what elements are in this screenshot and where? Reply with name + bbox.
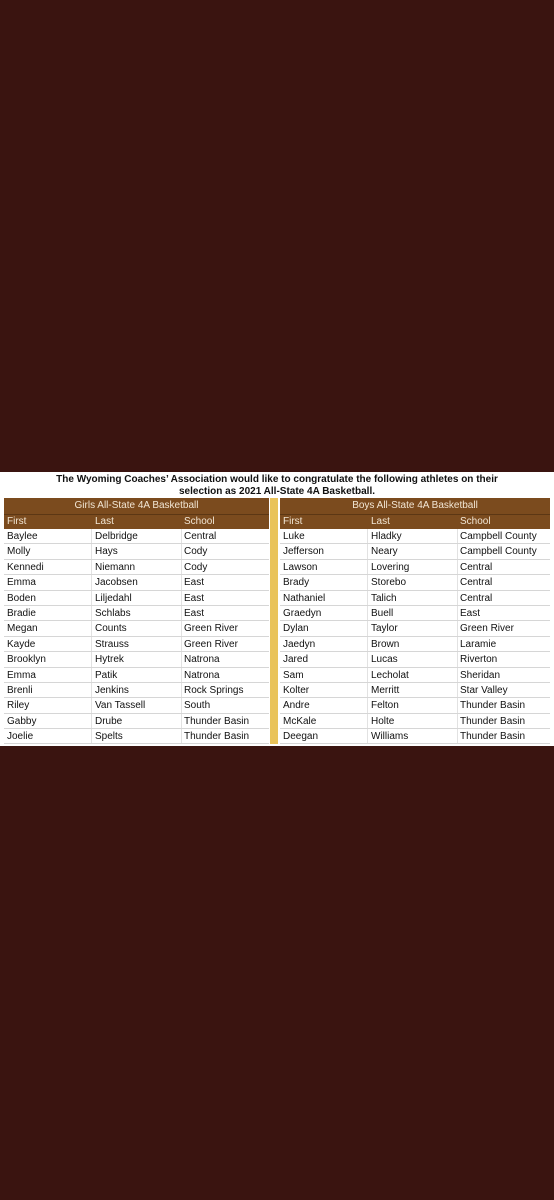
first-name-cell: Nathaniel [280, 591, 368, 605]
boys-header-school: School [460, 516, 491, 527]
first-name-cell: Brady [280, 575, 368, 589]
last-name-cell: Strauss [92, 637, 182, 651]
first-name-cell: Megan [4, 621, 92, 635]
school-cell: Thunder Basin [184, 731, 250, 743]
school-cell: Thunder Basin [460, 700, 526, 712]
last-name-cell: Liljedahl [92, 591, 182, 605]
first-name-cell: Emma [4, 668, 92, 682]
table-row [280, 714, 550, 729]
table-row [4, 637, 269, 652]
first-name-cell: Kayde [4, 637, 92, 651]
girls-header-school: School [184, 516, 215, 527]
table-row [4, 591, 269, 606]
gold-divider [270, 498, 278, 744]
table-row [4, 652, 269, 667]
last-name-cell: Hladky [368, 529, 458, 543]
last-name-cell: Hytrek [92, 652, 182, 666]
last-name-cell: Jacobsen [92, 575, 182, 589]
heading-line-2: selection as 2021 All-State 4A Basketball. [178, 486, 375, 497]
school-cell: South [184, 700, 211, 712]
first-name-cell: McKale [280, 714, 368, 728]
table-row [280, 529, 550, 544]
table-row [4, 529, 269, 544]
first-name-cell: Riley [4, 698, 92, 712]
first-name-cell: Deegan [280, 729, 368, 743]
school-cell: Sheridan [460, 669, 501, 681]
school-cell: Rock Springs [184, 684, 244, 696]
table-row [4, 621, 269, 636]
table-row [4, 729, 269, 744]
last-name-cell: Van Tassell [92, 698, 182, 712]
table-row [280, 544, 550, 559]
first-name-cell: Boden [4, 591, 92, 605]
table-row [4, 668, 269, 683]
table-row [4, 560, 269, 575]
first-name-cell: Lawson [280, 560, 368, 574]
school-cell: Campbell County [460, 546, 537, 558]
school-cell: Green River [184, 623, 238, 635]
first-name-cell: Jaedyn [280, 637, 368, 651]
school-cell: East [184, 577, 205, 589]
last-name-cell: Drube [92, 714, 182, 728]
first-name-cell: Dylan [280, 621, 368, 635]
boys-table-title: Boys All-State 4A Basketball [280, 498, 550, 514]
school-cell: Cody [184, 546, 208, 558]
last-name-cell: Lucas [368, 652, 458, 666]
last-name-cell: Buell [368, 606, 458, 620]
last-name-cell: Merritt [368, 683, 458, 697]
table-row [4, 575, 269, 590]
first-name-cell: Brenli [4, 683, 92, 697]
announcement-heading [0, 472, 554, 498]
last-name-cell: Taylor [368, 621, 458, 635]
table-row [4, 683, 269, 698]
girls-table-title: Girls All-State 4A Basketball [4, 498, 269, 514]
table-row [280, 591, 550, 606]
table-row [280, 698, 550, 713]
last-name-cell: Hays [92, 544, 182, 558]
school-cell: Green River [184, 638, 238, 650]
last-name-cell: Neary [368, 544, 458, 558]
heading-line-1: The Wyoming Coaches’ Association would like to congratulate the following athletes on their [56, 474, 498, 485]
boys-rows [280, 529, 550, 744]
school-cell: Star Valley [460, 684, 508, 696]
first-name-cell: Kennedi [4, 560, 92, 574]
girls-rows [4, 529, 269, 744]
last-name-cell: Holte [368, 714, 458, 728]
school-cell: Thunder Basin [460, 731, 526, 743]
first-name-cell: Emma [4, 575, 92, 589]
school-cell: Cody [184, 561, 208, 573]
school-cell: Natrona [184, 669, 220, 681]
girls-header-last: Last [95, 516, 114, 527]
last-name-cell: Delbridge [92, 529, 182, 543]
last-name-cell: Felton [368, 698, 458, 712]
table-row [280, 637, 550, 652]
last-name-cell: Jenkins [92, 683, 182, 697]
table-row [280, 668, 550, 683]
roster-sheet [0, 472, 554, 746]
school-cell: Laramie [460, 638, 497, 650]
last-name-cell: Spelts [92, 729, 182, 743]
school-cell: Central [460, 561, 493, 573]
boys-column-headers [280, 514, 550, 529]
boys-header-last: Last [371, 516, 390, 527]
last-name-cell: Talich [368, 591, 458, 605]
first-name-cell: Joelie [4, 729, 92, 743]
boys-table [280, 498, 550, 744]
girls-table [4, 498, 269, 744]
table-row [4, 714, 269, 729]
table-row [4, 698, 269, 713]
first-name-cell: Baylee [4, 529, 92, 543]
first-name-cell: Sam [280, 668, 368, 682]
girls-column-headers [4, 514, 269, 529]
girls-header-first: First [7, 516, 27, 527]
first-name-cell: Gabby [4, 714, 92, 728]
last-name-cell: Niemann [92, 560, 182, 574]
table-row [280, 575, 550, 590]
boys-header-first: First [283, 516, 303, 527]
last-name-cell: Lecholat [368, 668, 458, 682]
first-name-cell: Brooklyn [4, 652, 92, 666]
table-row [4, 544, 269, 559]
first-name-cell: Luke [280, 529, 368, 543]
table-row [280, 652, 550, 667]
school-cell: Central [460, 592, 493, 604]
last-name-cell: Brown [368, 637, 458, 651]
tables-container [4, 498, 550, 744]
first-name-cell: Bradie [4, 606, 92, 620]
school-cell: Green River [460, 623, 514, 635]
school-cell: East [184, 607, 205, 619]
first-name-cell: Jared [280, 652, 368, 666]
school-cell: East [460, 607, 481, 619]
school-cell: Riverton [460, 654, 498, 666]
school-cell: Natrona [184, 654, 220, 666]
last-name-cell: Patik [92, 668, 182, 682]
table-row [4, 606, 269, 621]
school-cell: Thunder Basin [460, 715, 526, 727]
school-cell: Central [460, 577, 493, 589]
table-row [280, 560, 550, 575]
school-cell: East [184, 592, 205, 604]
first-name-cell: Graedyn [280, 606, 368, 620]
last-name-cell: Storebo [368, 575, 458, 589]
first-name-cell: Molly [4, 544, 92, 558]
table-row [280, 683, 550, 698]
table-row [280, 621, 550, 636]
school-cell: Campbell County [460, 531, 537, 542]
school-cell: Central [184, 531, 217, 542]
school-cell: Thunder Basin [184, 715, 250, 727]
first-name-cell: Andre [280, 698, 368, 712]
first-name-cell: Jefferson [280, 544, 368, 558]
last-name-cell: Lovering [368, 560, 458, 574]
last-name-cell: Schlabs [92, 606, 182, 620]
last-name-cell: Williams [368, 729, 458, 743]
table-row [280, 606, 550, 621]
table-row [280, 729, 550, 744]
first-name-cell: Kolter [280, 683, 368, 697]
last-name-cell: Counts [92, 621, 182, 635]
